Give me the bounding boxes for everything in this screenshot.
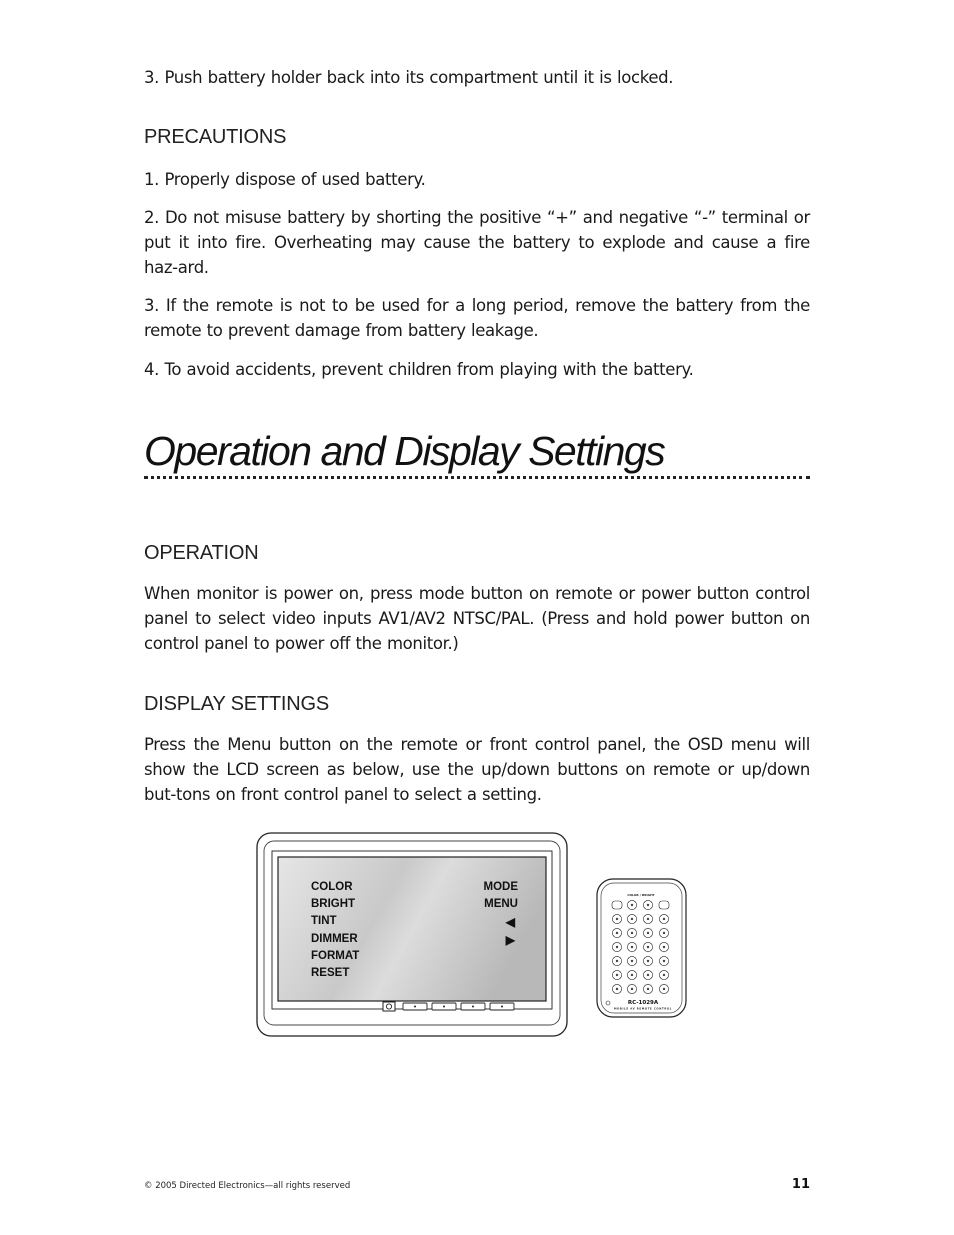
remote-key-glyph <box>616 974 618 976</box>
operation-text: When monitor is power on, press mode button on remote or power button control panel to select video inputs AV1/AV2 NTSC/PAL. (Press and hold power button on control panel to power off the monitor.) <box>144 584 810 653</box>
footer-copyright: © 2005 Directed Electronics—all rights reserved <box>144 1181 351 1191</box>
remote-key-glyph <box>647 932 649 934</box>
remote-key-glyph <box>647 988 649 990</box>
precaution-item-4: 4. To avoid accidents, prevent children from playing with the battery. <box>144 360 694 379</box>
remote-key-glyph <box>616 946 618 948</box>
title-dotted-rule <box>144 476 810 479</box>
remote-key-glyph <box>663 946 665 948</box>
precaution-item-3: 3. If the remote is not to be used for a long period, remove the battery from the remote to prevent damage from battery leakage. <box>144 296 810 340</box>
remote-key-glyph <box>647 974 649 976</box>
remote-key-glyph <box>616 918 618 920</box>
osd-item-color: COLOR <box>311 881 353 893</box>
osd-item-reset: RESET <box>311 967 350 979</box>
remote-top-label: COLOR / BRIGHT <box>627 893 655 897</box>
osd-item-bright: BRIGHT <box>311 898 356 910</box>
remote-key-glyph <box>616 932 618 934</box>
right-arrow-icon: ▶ <box>505 933 515 947</box>
osd-item-tint: TINT <box>311 915 337 927</box>
remote-caption: MOBILE AV REMOTE CONTROL <box>613 1007 673 1011</box>
page-number: 11 <box>791 1177 810 1192</box>
remote-key-glyph <box>631 974 633 976</box>
osd-screen <box>278 857 546 1001</box>
remote-key-glyph <box>663 960 665 962</box>
remote-model-label: RC-1029A <box>627 1000 659 1006</box>
remote-key-glyph <box>631 918 633 920</box>
precautions-heading: PRECAUTIONS <box>144 126 287 148</box>
remote-key-glyph <box>631 988 633 990</box>
remote-key-glyph <box>663 918 665 920</box>
osd-mode-label: MODE <box>483 881 518 893</box>
osd-item-format: FORMAT <box>311 950 360 962</box>
remote-key <box>612 901 622 909</box>
remote-key-glyph <box>663 974 665 976</box>
precaution-item-2: 2. Do not misuse battery by shorting the positive “+” and negative “-” terminal or put it into fire. Overheating may cause the battery to explode and cause a fire haz-ard. <box>144 208 810 277</box>
remote-key-glyph <box>616 960 618 962</box>
monitor-control-buttons <box>383 1002 514 1011</box>
remote-key-glyph <box>631 960 633 962</box>
monitor-illustration <box>256 832 568 1037</box>
remote-key-glyph <box>647 946 649 948</box>
display-settings-text: Press the Menu button on the remote or front control panel, the OSD menu will show the LCD screen as below, use the up/down buttons on remote or up/down but-tons on front control panel to select a setting. <box>144 735 810 804</box>
remote-key-glyph <box>663 988 665 990</box>
osd-item-dimmer: DIMMER <box>311 933 358 945</box>
remote-key-glyph <box>616 988 618 990</box>
remote-key-glyph <box>647 918 649 920</box>
remote-key-glyph <box>647 960 649 962</box>
left-arrow-icon: ◀ <box>505 915 515 929</box>
display-settings-heading: DISPLAY SETTINGS <box>144 693 330 715</box>
intro-step: 3. Push battery holder back into its compartment until it is locked. <box>144 68 674 87</box>
remote-key <box>659 901 669 909</box>
osd-menu-label: MENU <box>484 898 518 910</box>
remote-key-glyph <box>631 904 633 906</box>
remote-key-glyph <box>647 904 649 906</box>
remote-key-glyph <box>631 946 633 948</box>
operation-heading: OPERATION <box>144 542 259 564</box>
remote-illustration <box>596 878 687 1018</box>
remote-key-glyph <box>663 932 665 934</box>
precaution-item-1: 1. Properly dispose of used battery. <box>144 170 426 189</box>
remote-key-glyph <box>631 932 633 934</box>
section-title: Operation and Display Settings <box>144 428 665 474</box>
